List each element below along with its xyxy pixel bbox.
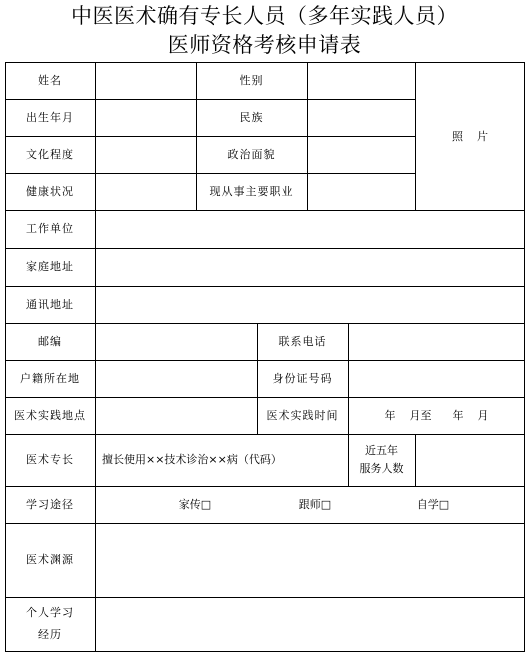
gender-field[interactable] [308, 63, 414, 98]
hukou-field[interactable] [96, 361, 256, 396]
birth-label: 出生年月 [26, 110, 74, 124]
home-address-label: 家庭地址 [26, 260, 74, 273]
id-number-field[interactable] [349, 361, 524, 396]
mail-address-label: 通讯地址 [26, 297, 74, 311]
origin-label: 医术渊源 [26, 553, 74, 566]
health-field[interactable] [96, 174, 195, 209]
application-form-table [5, 62, 525, 652]
gender-label: 性别 [239, 73, 264, 87]
home-address-field[interactable] [96, 249, 524, 285]
name-field[interactable] [96, 63, 195, 98]
postcode-label: 邮编 [38, 334, 62, 348]
workplace-label: 工作单位 [26, 222, 74, 235]
personal-experience-label-line-1: 个人学习 [26, 606, 74, 619]
photo-label: 照 片 [452, 129, 488, 143]
mail-address-field[interactable] [96, 287, 524, 322]
learning-self-checkbox[interactable]: 自学□ [416, 497, 450, 511]
name-label: 姓名 [38, 73, 62, 87]
learning-family-checkbox[interactable]: 家传□ [178, 497, 212, 511]
practice-time-field[interactable]: 年 月至 年 月 [384, 408, 489, 422]
political-field[interactable] [308, 137, 414, 172]
political-label: 政治面貌 [227, 147, 276, 161]
id-number-label: 身份证号码 [272, 371, 333, 385]
learning-label: 学习途径 [26, 497, 74, 511]
hukou-label: 户籍所在地 [20, 371, 80, 385]
birth-field[interactable] [96, 100, 195, 135]
form-title-line-1: 中医医术确有专长人员（多年实践人员） [71, 4, 458, 28]
phone-label: 联系电话 [278, 334, 327, 348]
patients-label-line-2: 服务人数 [359, 462, 404, 475]
ethnicity-field[interactable] [308, 100, 414, 135]
occupation-label: 现从事主要职业 [209, 184, 294, 198]
patients-label-line-1: 近五年 [365, 444, 398, 457]
origin-field[interactable] [96, 524, 524, 596]
health-label: 健康状况 [26, 184, 74, 198]
form-title-line-2: 医师资格考核申请表 [167, 33, 362, 57]
ethnicity-label: 民族 [239, 110, 264, 124]
postcode-field[interactable] [96, 324, 256, 359]
personal-experience-label-line-2: 经历 [38, 628, 62, 641]
specialty-field[interactable]: 擅长使用××技术诊治××病（代码） [102, 453, 282, 466]
education-field[interactable] [96, 137, 195, 172]
workplace-field[interactable] [96, 211, 524, 247]
personal-experience-label [5, 597, 95, 651]
practice-time-label: 医术实践时间 [266, 408, 339, 422]
education-label: 文化程度 [26, 147, 74, 161]
photo-box[interactable] [416, 63, 524, 210]
practice-place-field[interactable] [96, 398, 256, 433]
learning-master-checkbox[interactable]: 跟师□ [298, 497, 332, 511]
practice-place-label: 医术实践地点 [14, 408, 86, 422]
phone-field[interactable] [349, 324, 524, 359]
patients-field[interactable] [416, 435, 524, 485]
specialty-label: 医术专长 [26, 453, 74, 466]
occupation-field[interactable] [308, 174, 414, 209]
personal-experience-field[interactable] [96, 598, 524, 650]
patients-label [348, 434, 415, 486]
